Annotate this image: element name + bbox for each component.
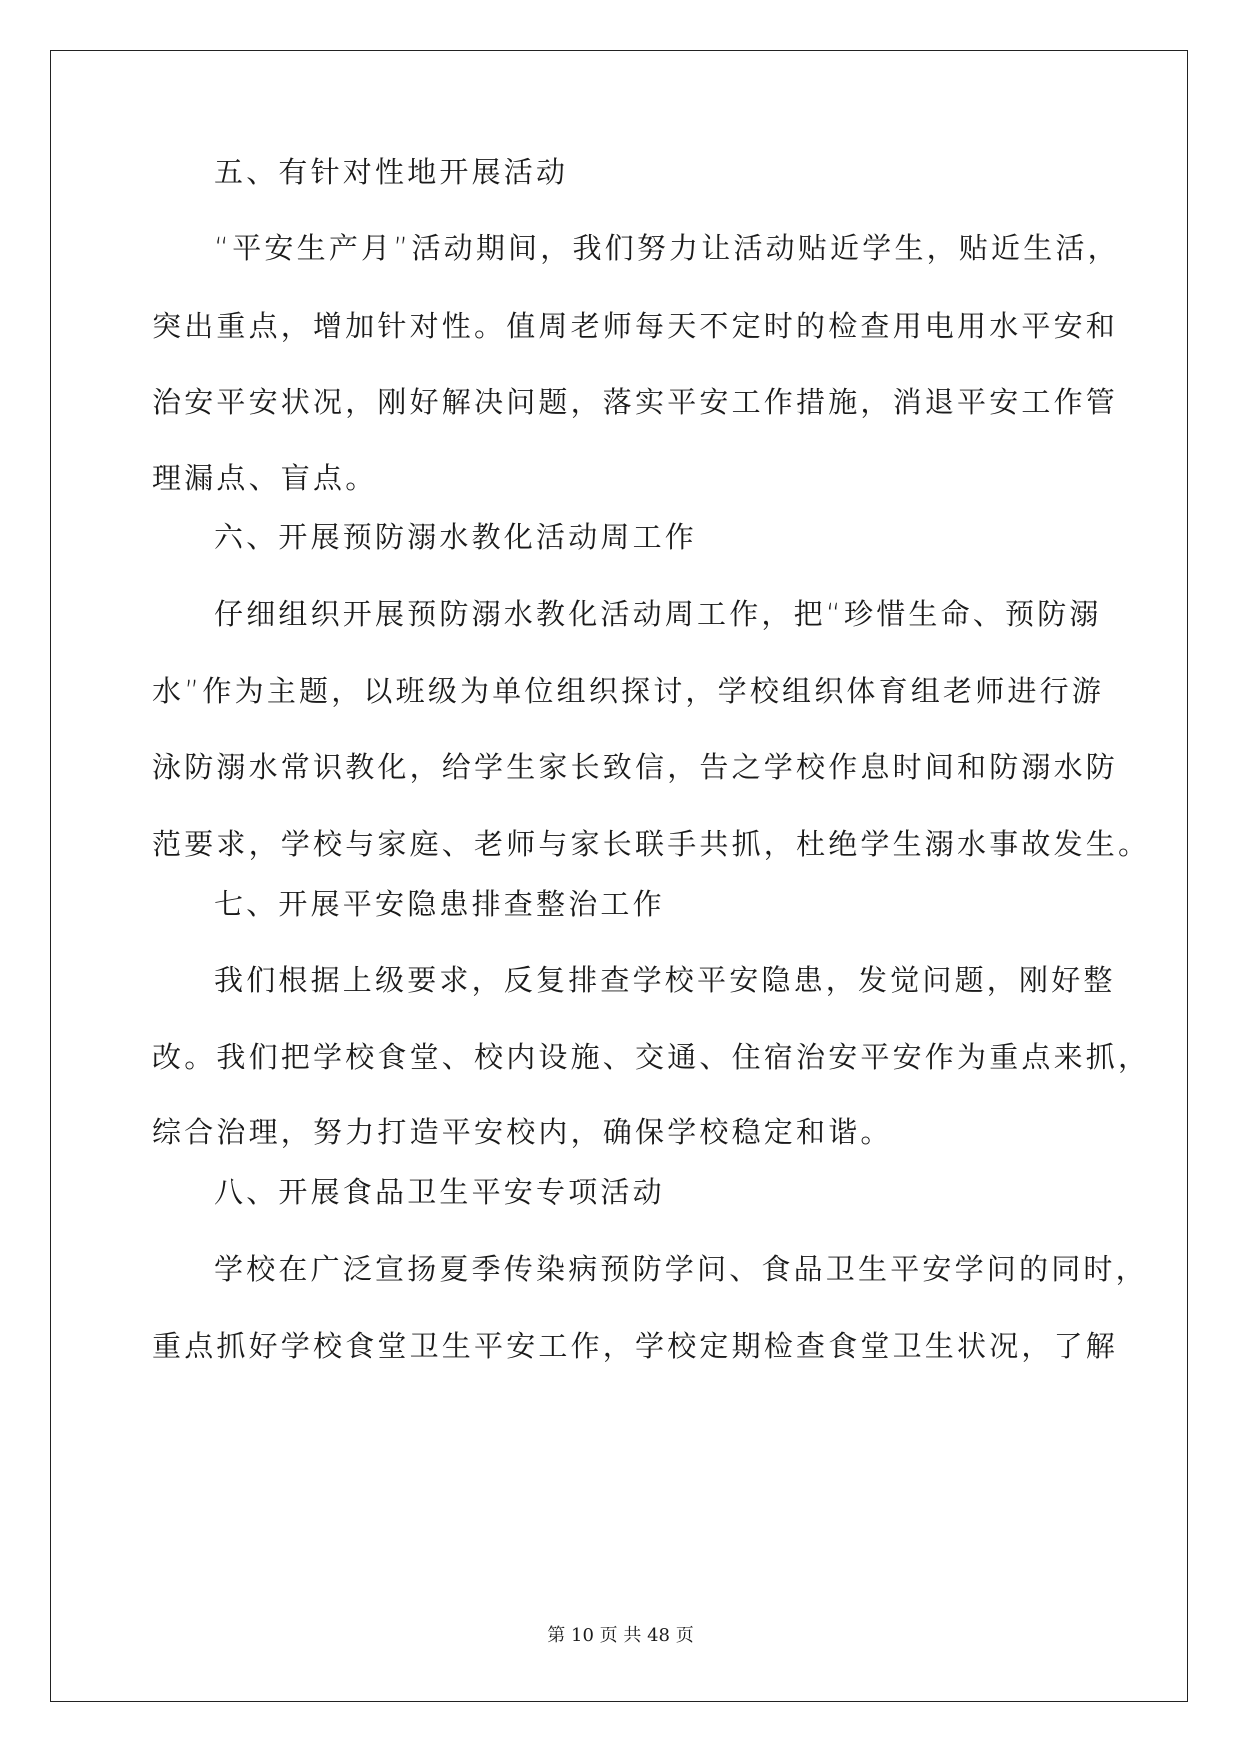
paragraph-line: 学校在广泛宣扬夏季传染病预防学问、食品卫生平安学问的同时， (214, 1252, 1148, 1286)
section-heading-8: 八、开展食品卫生平安专项活动 (214, 1175, 665, 1209)
paragraph-line: 重点抓好学校食堂卫生平安工作，学校定期检查食堂卫生状况，了解 (152, 1329, 1119, 1363)
page-border (50, 50, 1188, 1702)
paragraph-line: 改。我们把学校食堂、校内设施、交通、住宿治安平安作为重点来抓， (152, 1040, 1151, 1074)
paragraph-line: 范要求，学校与家庭、老师与家长联手共抓，杜绝学生溺水事故发生。 (152, 827, 1151, 861)
section-heading-6: 六、开展预防溺水教化活动周工作 (214, 520, 698, 554)
page-number-footer: 第 10 页 共 48 页 (547, 1625, 694, 1646)
section-heading-7: 七、开展平安隐患排查整治工作 (214, 887, 665, 921)
paragraph-line: 理漏点、盲点。 (152, 461, 378, 495)
section-heading-5: 五、有针对性地开展活动 (214, 155, 569, 189)
paragraph-line: 综合治理，努力打造平安校内，确保学校稳定和谐。 (152, 1115, 893, 1149)
paragraph-line: “平安生产月”活动期间，我们努力让活动贴近学生，贴近生活， (214, 231, 1120, 265)
paragraph-line: 水”作为主题，以班级为单位组织探讨，学校组织体育组老师进行游 (152, 674, 1105, 708)
paragraph-line: 突出重点，增加针对性。值周老师每天不定时的检查用电用水平安和 (152, 309, 1119, 343)
paragraph-line: 仔细组织开展预防溺水教化活动周工作，把“珍惜生命、预防溺 (214, 597, 1102, 631)
paragraph-line: 我们根据上级要求，反复排查学校平安隐患，发觉问题，刚好整 (214, 963, 1116, 997)
paragraph-line: 治安平安状况，刚好解决问题，落实平安工作措施，消退平安工作管 (152, 385, 1119, 419)
paragraph-line: 泳防溺水常识教化，给学生家长致信，告之学校作息时间和防溺水防 (152, 750, 1119, 784)
